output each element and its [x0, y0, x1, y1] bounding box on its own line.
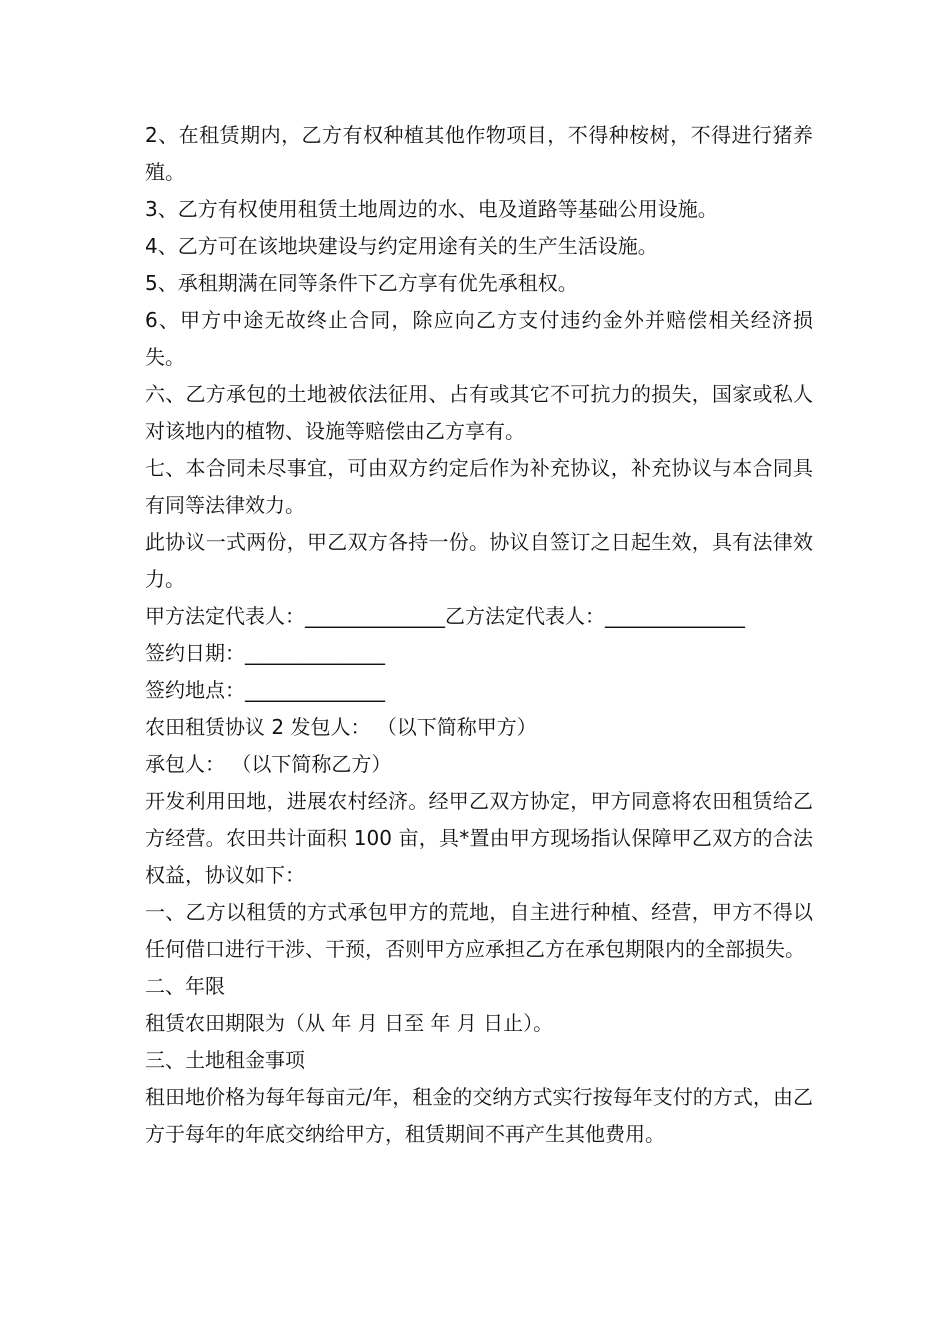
clause-5-priority-lease: 5、承租期满在同等条件下乙方享有优先承租权。 — [145, 271, 578, 295]
document-body — [145, 117, 813, 1153]
section-6-expropriation: 六、乙方承包的土地被依法征用、占有或其它不可抗力的损失，国家或私人对该地内的植物、设施等赔偿由乙方享有。 — [145, 382, 813, 443]
agreement-2-lessee: 承包人： （以下简称乙方） — [145, 752, 392, 776]
clause-4-construction: 4、乙方可在该地块建设与约定用途有关的生产生活设施。 — [145, 234, 658, 258]
agreement-2-term: 租赁农田期限为（从 年 月 日至 年 月 日止）。 — [145, 1011, 554, 1035]
clause-3-facilities-use: 3、乙方有权使用租赁土地周边的水、电及道路等基础公用设施。 — [145, 197, 718, 221]
legal-representatives-line: 甲方法定代表人：______________乙方法定代表人：______________ — [145, 604, 745, 628]
agreement-2-rent: 租田地价格为每年每亩元/年，租金的交纳方式实行按每年支付的方式，由乙方于每年的年底交纳给甲方，租赁期间不再产生其他费用。 — [145, 1085, 813, 1146]
agreement-2-preamble: 开发利用田地，进展农村经济。经甲乙双方协定，甲方同意将农田租赁给乙方经营。农田共计面积 100 亩，具*置由甲方现场指认保障甲乙双方的合法权益，协议如下： — [145, 789, 813, 887]
clause-6-termination: 6、甲方中途无故终止合同，除应向乙方支付违约金外并赔偿相关经济损失。 — [145, 308, 813, 369]
agreement-2-section-2-heading: 二、年限 — [145, 974, 225, 998]
copies-statement: 此协议一式两份，甲乙双方各持一份。协议自签订之日起生效，具有法律效力。 — [145, 530, 813, 591]
clause-2-planting-rights: 2、在租赁期内，乙方有权种植其他作物项目，不得种桉树，不得进行猪养殖。 — [145, 123, 813, 184]
agreement-2-lessor: 农田租赁协议 2 发包人： （以下简称甲方） — [145, 715, 537, 739]
signing-date-line: 签约日期：______________ — [145, 641, 385, 665]
signing-place-line: 签约地点：______________ — [145, 678, 385, 702]
section-7-supplement: 七、本合同未尽事宜，可由双方约定后作为补充协议，补充协议与本合同具有同等法律效力。 — [145, 456, 813, 517]
agreement-2-section-1: 一、乙方以租赁的方式承包甲方的荒地，自主进行种植、经营，甲方不得以任何借口进行干涉、干预，否则甲方应承担乙方在承包期限内的全部损失。 — [145, 900, 813, 961]
agreement-2-section-3-heading: 三、土地租金事项 — [145, 1048, 305, 1072]
